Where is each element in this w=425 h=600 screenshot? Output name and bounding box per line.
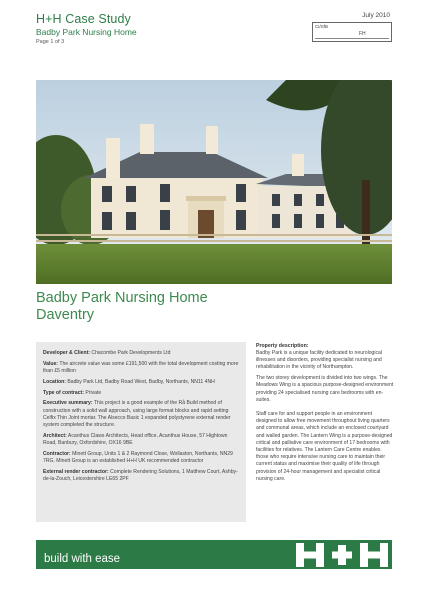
cisfb-line xyxy=(315,38,389,39)
detail-value: Value: The aircrete value was some £191,500 with the total development costing more than £5 million xyxy=(43,360,239,374)
footer-tagline: build with ease xyxy=(44,553,121,565)
footer-bar xyxy=(36,540,392,569)
page-number: Page 1 of 3 xyxy=(36,39,65,45)
description-paragraph: Staff care for and support people in an environment designed to allow free movement throughout living quarters and communal areas, which include an enclosed courtyard and walled garden. The Lantern Wing is a purpose-designed critical and palliative care environment of 17 bedrooms with facilities for relatives. The Lantern Care Centre enables those who require intensive nursing care to maintain their current status and maximise their quality of life through provision of 24-hour management and specialist critical nursing care. xyxy=(256,411,393,482)
building-photo xyxy=(36,80,392,284)
case-study-title: H+H Case Study xyxy=(36,12,131,26)
cisfb-label: CI/SfB xyxy=(315,24,329,29)
project-details-box xyxy=(36,342,246,522)
page-title: Badby Park Nursing Home xyxy=(36,290,208,306)
page-location: Daventry xyxy=(36,307,95,323)
cisfb-box xyxy=(312,22,392,42)
detail-render-contractor: External render contractor: Complete Rendering Solutions, 1 Matthew Court, Ashby-de-la-Zouch, Leicestershire LE65 2PF xyxy=(43,468,238,482)
case-study-subtitle: Badby Park Nursing Home xyxy=(36,27,137,37)
publish-date: July 2010 xyxy=(362,12,390,19)
detail-executive-summary: Executive summary: This project is a good example of the Rå Build method of construction with a solid wall approach, using large format blocks and rapid setting Celfix Thin Joint mortar. The Alsecco Basic 1 expanded polystyrene external render system completed the structure. xyxy=(43,400,231,428)
description-paragraph: The two storey development is divided into two wings. The Meadows Wing is a spacious purpose-designed environment providing 24 specialised nursing care bedrooms with en-suites. xyxy=(256,375,394,403)
property-description xyxy=(256,343,394,487)
header xyxy=(36,12,392,52)
detail-contractor: Contractor: Minett Group, Units 1 & 2 Raymond Close, Wollaston, Northants, NN29 7RG. Minett Group is an established H+H UK recommended contractor xyxy=(43,450,233,464)
detail-architect: Architect: Acanthus Claws Architects, Head office, Acanthus House, 57 Hightown Road, Banbury, Oxfordshire, OX16 9BE xyxy=(43,432,228,446)
hh-logo xyxy=(296,543,388,567)
cisfb-code: FH xyxy=(359,31,366,37)
detail-contract-type: Type of contract: Private xyxy=(43,389,102,396)
detail-location: Location: Badby Park Ltd, Badby Road West, Badby, Northants, NN11 4NH xyxy=(43,378,215,385)
detail-developer: Developer & Client: Chacombe Park Developments Ltd xyxy=(43,350,171,356)
building-illustration xyxy=(36,80,392,284)
description-paragraph: Badby Park is a unique facility dedicated to neurological illnesses and disorders, providing specialist nursing and rehabilitation in the vicinity of Northampton. xyxy=(256,350,383,371)
description-heading: Property description: xyxy=(256,343,309,349)
